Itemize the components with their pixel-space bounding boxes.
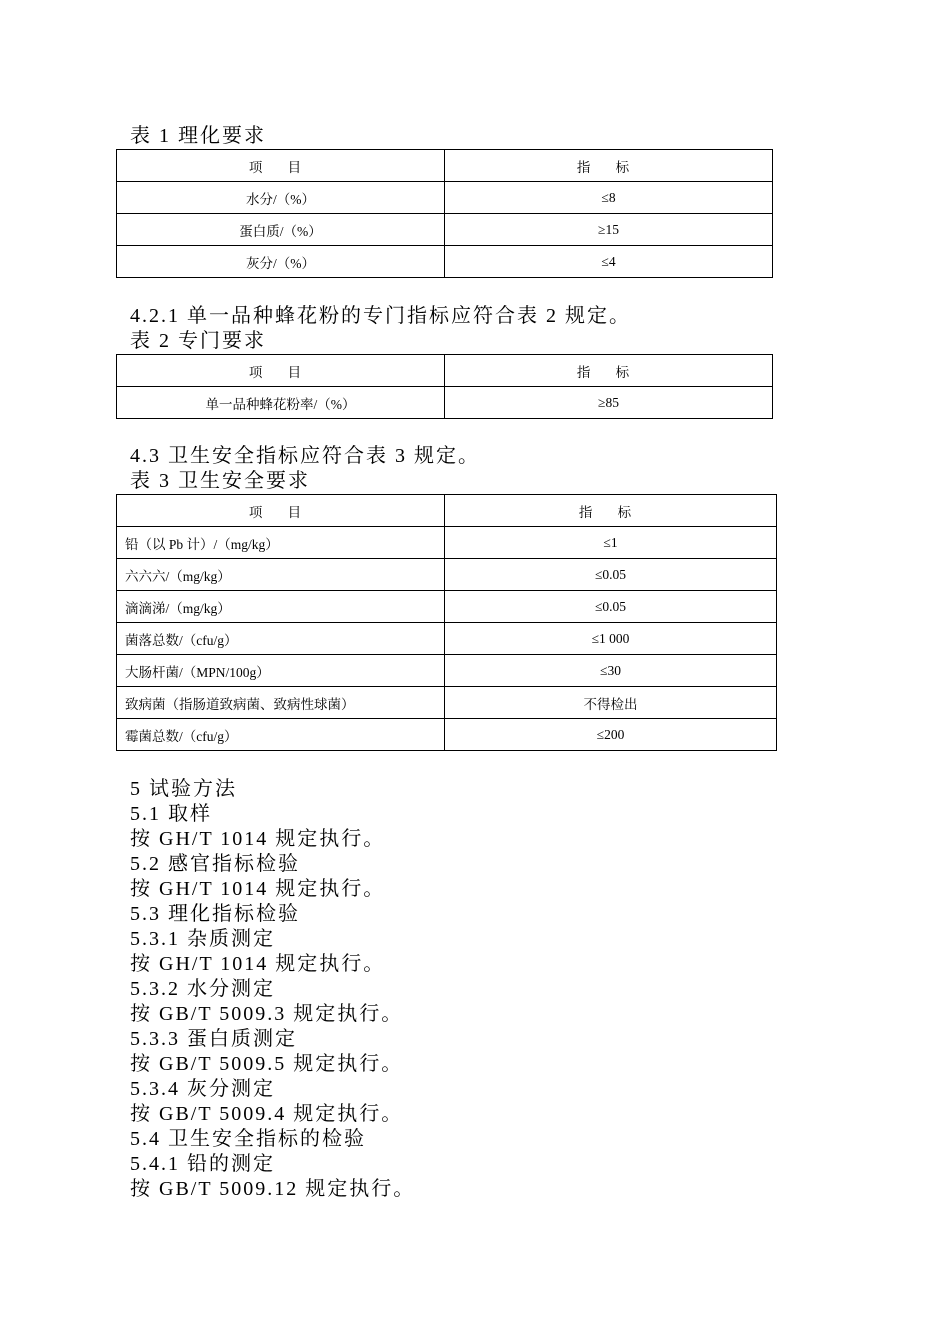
row-value: ≤8	[445, 182, 773, 214]
row-value: ≤4	[445, 246, 773, 278]
row-item: 致病菌（指肠道致病菌、致病性球菌）	[117, 687, 445, 719]
table-row	[117, 387, 773, 419]
paragraph-4-2-1: 4.2.1 单一品种蜂花粉的专门指标应符合表 2 规定。	[130, 305, 631, 327]
row-value: ≤200	[445, 719, 777, 751]
row-value: 不得检出	[445, 687, 777, 719]
section-5-4-1-heading: 5.4.1 铅的测定	[130, 1153, 275, 1175]
row-item: 菌落总数/（cfu/g）	[117, 623, 445, 655]
table-row	[117, 214, 773, 246]
section-5-3-2-body: 按 GB/T 5009.3 规定执行。	[130, 1003, 404, 1025]
table-row	[117, 591, 777, 623]
paragraph-4-3: 4.3 卫生安全指标应符合表 3 规定。	[130, 445, 480, 467]
table2-caption: 表 2 专门要求	[130, 330, 266, 352]
section-5-1-heading: 5.1 取样	[130, 803, 212, 825]
section-5-3-2-heading: 5.3.2 水分测定	[130, 978, 275, 1000]
row-item: 单一品种蜂花粉率/（%）	[117, 387, 445, 419]
row-item: 霉菌总数/（cfu/g）	[117, 719, 445, 751]
table-row	[117, 527, 777, 559]
row-item: 六六六/（mg/kg）	[117, 559, 445, 591]
row-item: 铅（以 Pb 计）/（mg/kg）	[117, 527, 445, 559]
row-value: ≤0.05	[445, 559, 777, 591]
row-value: ≤1 000	[445, 623, 777, 655]
table3-caption: 表 3 卫生安全要求	[130, 470, 310, 492]
table-header-row	[117, 150, 773, 182]
table-header-row	[117, 355, 773, 387]
row-item: 水分/（%）	[117, 182, 445, 214]
row-value: ≥85	[445, 387, 773, 419]
table1	[116, 149, 773, 278]
section-5-4-1-body: 按 GB/T 5009.12 规定执行。	[130, 1178, 416, 1200]
table-row	[117, 687, 777, 719]
header-item: 项 目	[117, 150, 445, 182]
section-5-3-1-heading: 5.3.1 杂质测定	[130, 928, 275, 950]
table2	[116, 354, 773, 419]
row-value: ≤1	[445, 527, 777, 559]
table3	[116, 494, 777, 751]
table-row	[117, 623, 777, 655]
table1-caption: 表 1 理化要求	[130, 125, 266, 147]
header-item: 项 目	[117, 495, 445, 527]
header-index: 指 标	[445, 495, 777, 527]
table-row	[117, 246, 773, 278]
table-row	[117, 182, 773, 214]
row-item: 大肠杆菌/（MPN/100g）	[117, 655, 445, 687]
section-5-3-1-body: 按 GH/T 1014 规定执行。	[130, 953, 386, 975]
section-5-4-heading: 5.4 卫生安全指标的检验	[130, 1128, 366, 1150]
row-item: 滴滴涕/（mg/kg）	[117, 591, 445, 623]
row-item: 蛋白质/（%）	[117, 214, 445, 246]
section-5-2-body: 按 GH/T 1014 规定执行。	[130, 878, 386, 900]
section-5-3-3-heading: 5.3.3 蛋白质测定	[130, 1028, 297, 1050]
section-5-3-4-heading: 5.3.4 灰分测定	[130, 1078, 275, 1100]
table-row	[117, 719, 777, 751]
section-5-3-4-body: 按 GB/T 5009.4 规定执行。	[130, 1103, 404, 1125]
section-5-heading: 5 试验方法	[130, 778, 237, 800]
header-item: 项 目	[117, 355, 445, 387]
row-value: ≥15	[445, 214, 773, 246]
section-5-1-body: 按 GH/T 1014 规定执行。	[130, 828, 386, 850]
row-value: ≤30	[445, 655, 777, 687]
table-row	[117, 655, 777, 687]
table-row	[117, 559, 777, 591]
section-5-2-heading: 5.2 感官指标检验	[130, 853, 300, 875]
table-header-row	[117, 495, 777, 527]
header-index: 指 标	[445, 150, 773, 182]
row-value: ≤0.05	[445, 591, 777, 623]
section-5-3-3-body: 按 GB/T 5009.5 规定执行。	[130, 1053, 404, 1075]
section-5-3-heading: 5.3 理化指标检验	[130, 903, 300, 925]
header-index: 指 标	[445, 355, 773, 387]
row-item: 灰分/（%）	[117, 246, 445, 278]
